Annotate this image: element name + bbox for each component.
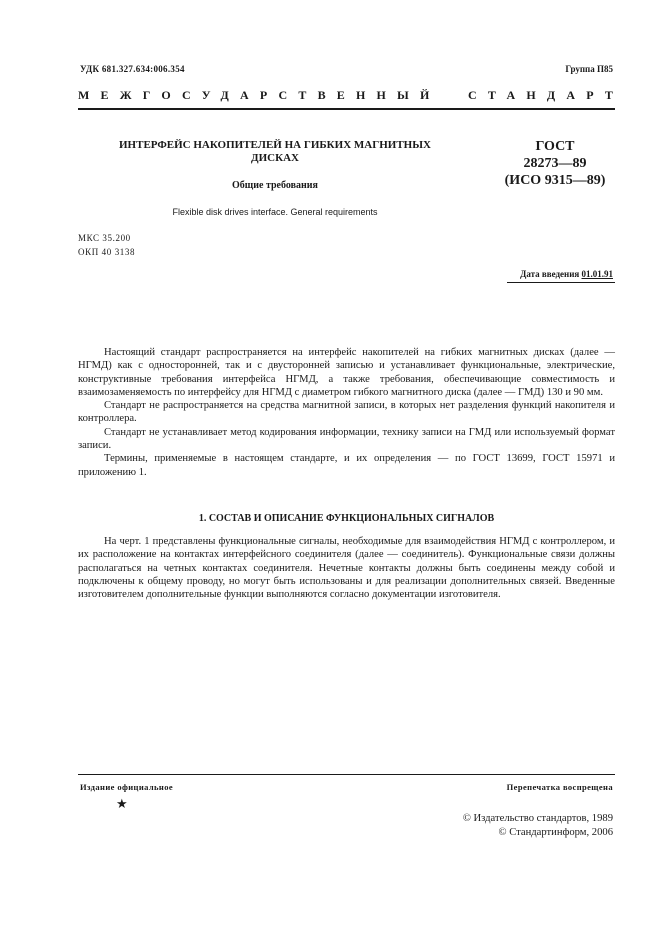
scope-paragraph-1: Настоящий стандарт распространяется на интерфейс накопителей на гибких магнитных дисках (далее — НГМД) как с односторонней, так и с двусторонней записью и устанавливает функциональные, электрические, конструктивные требования интерфейса НГМД, а также требования, обеспечивающие совместимость и взаимозаменяемость по интерфейсу для НГМД с диаметром гибкого магнитного диска (далее — ГМД) 130 и 90 мм. [78, 347, 615, 398]
edition-label: Издание официальное [80, 782, 174, 792]
designation-number: 28273—89 [523, 156, 587, 171]
standard-designation [480, 138, 630, 189]
group-code: Группа П85 [565, 64, 613, 74]
reprint-notice: Перепечатка воспрещена [506, 782, 613, 792]
copyright-standartinform: © Стандартинформ, 2006 [498, 827, 613, 838]
introduction-date-value: 01.01.91 [581, 269, 613, 279]
scope-paragraph-3: Стандарт не устанавливает метод кодирования информации, технику записи на ГМД или используемый формат записи. [78, 426, 615, 452]
scope-paragraph-2: Стандарт не распространяется на средства магнитной записи, в которых нет разделения функций накопителя и контроллера. [78, 400, 615, 425]
english-title: Flexible disk drives interface. General requirements [172, 207, 378, 217]
title-line-1: ИНТЕРФЕЙС НАКОПИТЕЛЕЙ НА ГИБКИХ МАГНИТНЫХ [119, 139, 431, 151]
date-divider [507, 282, 615, 283]
section-paragraph: На черт. 1 представлены функциональные сигналы, необходимые для взаимодействия НГМД с контроллером, и их расположение на контактах интерфейсного соединителя (далее — соединитель). Функциональные связи должны располагаться на четных контактах соединителя. Нечетные контакты должны быть соединены между собой и подключены к общему проводу, но могут быть использованы и для реализации дополнительных связей. Введенные изготовителем дополнительные функции выполняются согласно документации изготовителя. [78, 536, 615, 601]
designation-gost: ГОСТ [535, 139, 575, 154]
mks-code: МКС 35.200 [78, 233, 131, 243]
header-divider [78, 108, 615, 110]
footer-divider [78, 774, 615, 775]
scope-section [78, 346, 615, 479]
designation-iso: (ИСО 9315—89) [504, 173, 606, 188]
document-subtitle: Общие требования [232, 180, 318, 191]
banner-standard: СТАНДАРТ [468, 88, 625, 102]
copyright-publisher: © Издательство стандартов, 1989 [462, 813, 613, 824]
classification-codes [78, 231, 135, 259]
introduction-date-label: Дата введения [520, 269, 580, 279]
document-title [90, 139, 460, 165]
okp-code: ОКП 40 3138 [78, 247, 136, 257]
scope-paragraph-4: Термины, применяемые в настоящем стандарте, и их определения — по ГОСТ 13699, ГОСТ 15971 и приложению 1. [78, 453, 615, 478]
title-line-2: ДИСКАХ [251, 152, 299, 164]
section-1 [78, 535, 615, 601]
star-icon: ★ [116, 796, 128, 811]
banner-interstate: МЕЖГОСУДАРСТВЕННЫЙ [78, 88, 441, 102]
udc-code: УДК 681.327.634:006.354 [80, 64, 185, 74]
introduction-date [520, 269, 613, 279]
section-heading: 1. СОСТАВ И ОПИСАНИЕ ФУНКЦИОНАЛЬНЫХ СИГНАЛОВ [198, 513, 495, 524]
